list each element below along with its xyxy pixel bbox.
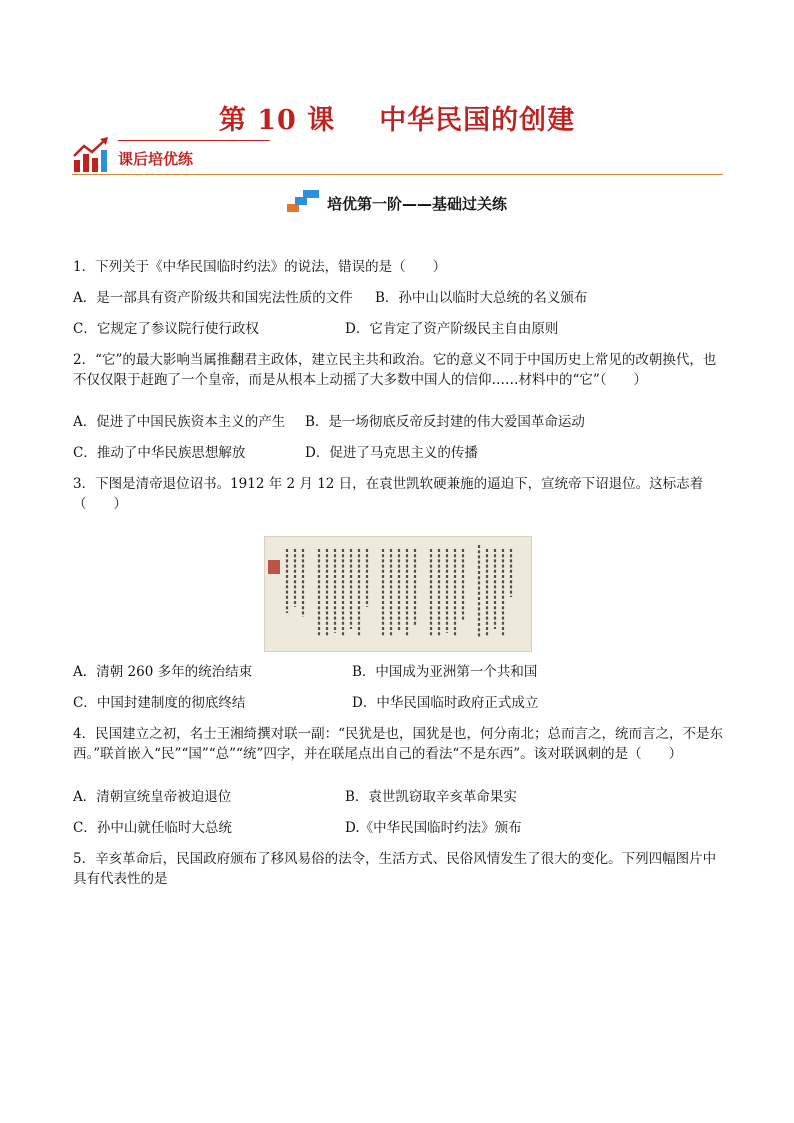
question-1-options-row-2 bbox=[73, 319, 723, 339]
subsection-title: 培优第一阶——基础过关练 bbox=[326, 195, 507, 213]
section-header bbox=[72, 136, 723, 180]
lesson-name: 中华民国的创建 bbox=[379, 105, 576, 136]
abdication-edict-image bbox=[264, 536, 532, 652]
option: B．袁世凯窃取辛亥革命果实 bbox=[345, 789, 517, 805]
option: D．中华民国临时政府正式成立 bbox=[352, 695, 539, 711]
question-1-options-row-1 bbox=[73, 288, 723, 308]
question-4-options-row-2 bbox=[73, 818, 723, 838]
subsection-header bbox=[0, 188, 794, 218]
question-4-options-row-1 bbox=[73, 787, 723, 807]
question-1-stem: 1．下列关于《中华民国临时约法》的说法，错误的是（ ） bbox=[73, 259, 447, 275]
option: B．是一场彻底反帝反封建的伟大爱国革命运动 bbox=[305, 414, 585, 430]
question-4-stem: 4．民国建立之初，名士王湘绮撰对联一副：“民犹是也，国犹是也，何分南北；总而言之，统而言之，不是东西。”联首嵌入“民”“国”“总”“统”四字，并在联尾点出自己的看法“不是东西”。该对联讽刺的是（ ） bbox=[73, 726, 723, 762]
option: C．推动了中华民族思想解放 bbox=[73, 445, 246, 461]
question-2-options-row-1 bbox=[73, 412, 723, 432]
option: C．孙中山就任临时大总统 bbox=[73, 820, 232, 836]
question-2-options-row-2 bbox=[73, 443, 723, 463]
lesson-number: 第 10 课 bbox=[218, 105, 336, 136]
option: D．促进了马克思主义的传播 bbox=[305, 445, 478, 461]
section-divider bbox=[72, 174, 723, 175]
stairs-icon bbox=[287, 188, 321, 214]
section-top-line bbox=[118, 140, 270, 141]
option: B．中国成为亚洲第一个共和国 bbox=[352, 664, 538, 680]
question-5-stem: 5．辛亥革命后，民国政府颁布了移风易俗的法令，生活方式、民俗风情发生了很大的变化。下列四幅图片中具有代表性的是 bbox=[73, 851, 717, 887]
option: B．孙中山以临时大总统的名义颁布 bbox=[375, 290, 588, 306]
option: A．是一部具有资产阶级共和国宪法性质的文件 bbox=[73, 290, 353, 306]
option: C．中国封建制度的彻底终结 bbox=[73, 695, 246, 711]
question-2-stem: 2．“它”的最大影响当属推翻君主政体，建立民主共和政治。它的意义不同于中国历史上常见的改朝换代，也不仅仅限于赶跑了一个皇帝，而是从根本上动摇了大多数中国人的信仰……材料中的“它”（ ） bbox=[73, 352, 717, 388]
question-3-stem: 3．下图是清帝退位诏书。1912 年 2 月 12 日，在袁世凯软硬兼施的逼迫下，宣统帝下诏退位。这标志着（ ） bbox=[73, 476, 704, 512]
option: A．清朝 260 多年的统治结束 bbox=[73, 664, 253, 680]
option: C．它规定了参议院行使行政权 bbox=[73, 321, 259, 337]
option: D．它肯定了资产阶级民主自由原则 bbox=[345, 321, 559, 337]
page-title bbox=[0, 98, 794, 137]
bar-chart-icon bbox=[72, 136, 112, 174]
section-label: 课后培优练 bbox=[118, 150, 194, 168]
question-3-options-row-1 bbox=[73, 662, 723, 682]
question-3-options-row-2 bbox=[73, 693, 723, 713]
option: A．促进了中国民族资本主义的产生 bbox=[73, 414, 286, 430]
option: A．清朝宣统皇帝被迫退位 bbox=[73, 789, 232, 805]
option: D.《中华民国临时约法》颁布 bbox=[345, 820, 522, 836]
edict-scroll-illustration bbox=[265, 537, 531, 651]
